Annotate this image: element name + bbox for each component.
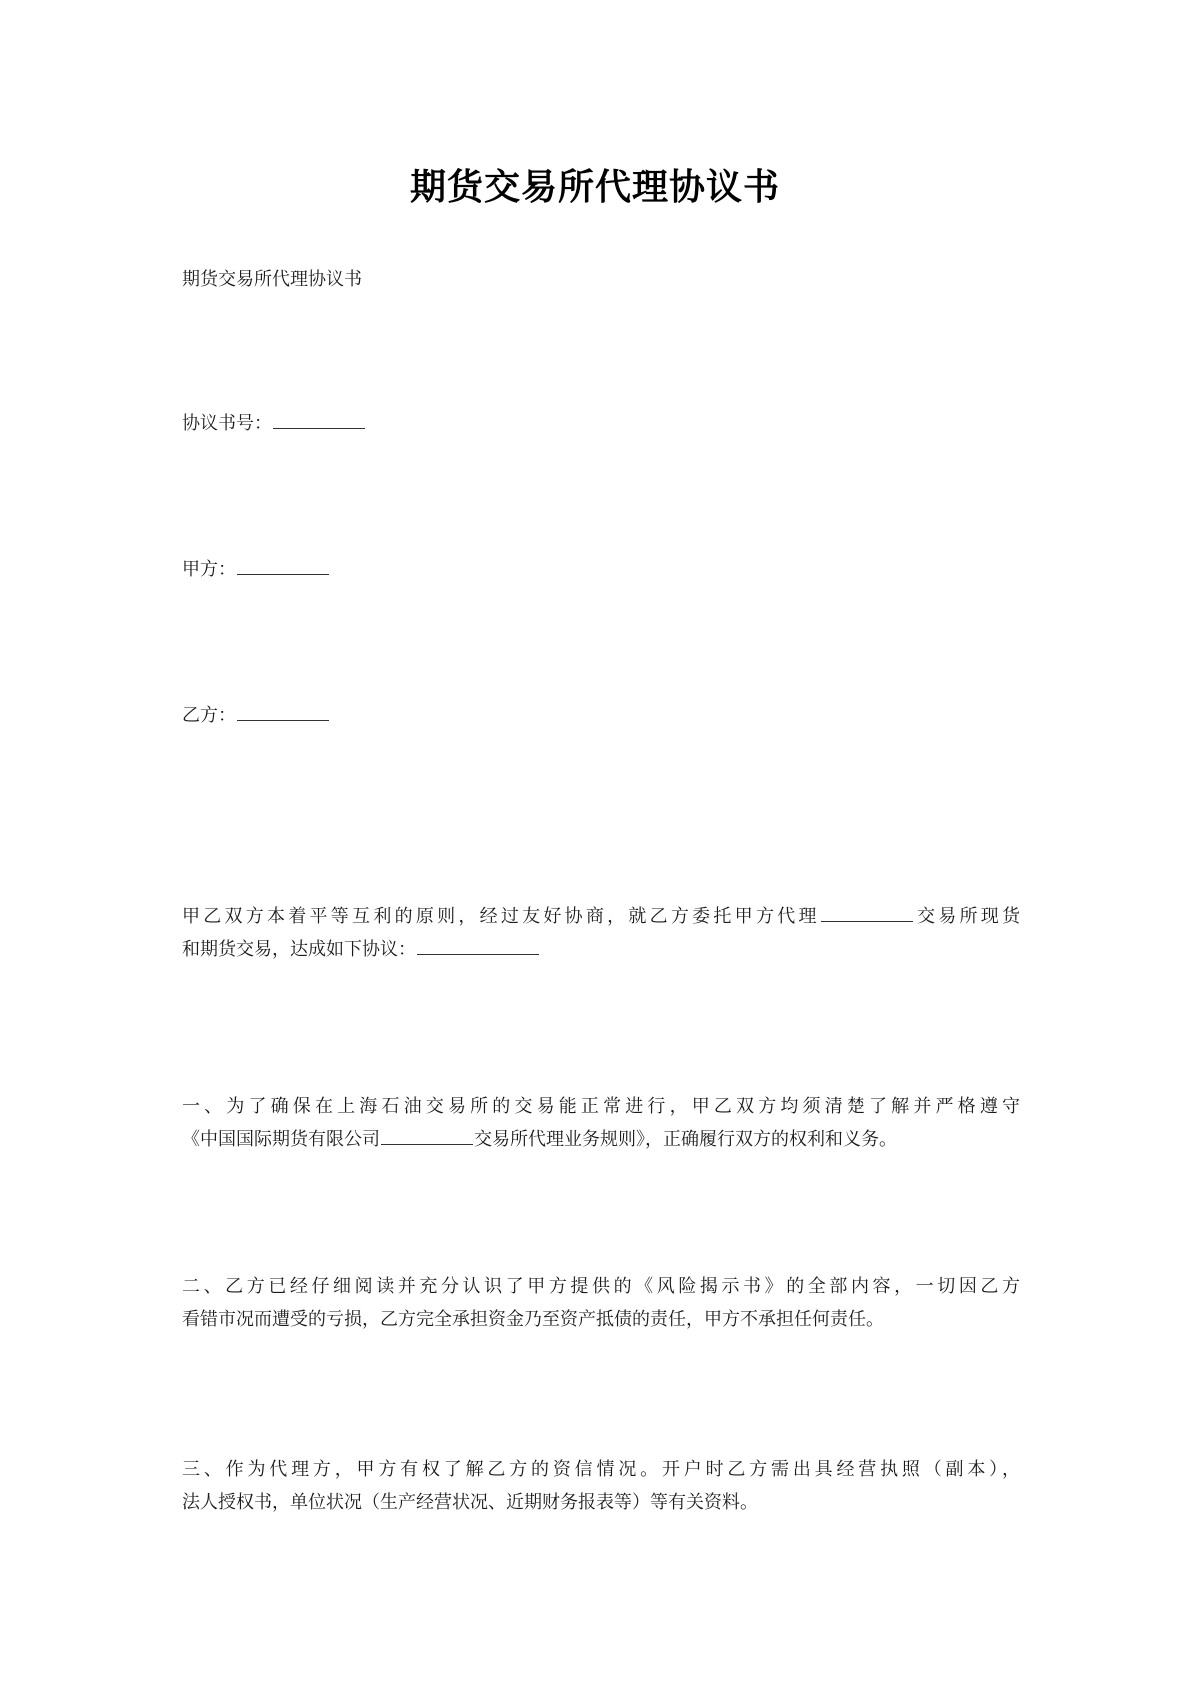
- intro-text-2: 和期货交易，达成如下协议：: [182, 939, 416, 960]
- document-subtitle: 期货交易所代理协议书: [182, 269, 362, 290]
- party-a-blank: [237, 556, 329, 575]
- document-title: 期货交易所代理协议书: [409, 166, 780, 208]
- party-a-line: [182, 553, 1020, 586]
- clause-3-line-1: 三、作为代理方，甲方有权了解乙方的资信情况。开户时乙方需出具经营执照（副本），: [182, 1459, 1020, 1480]
- clause-1-paragraph: [182, 1090, 1020, 1156]
- party-b-label: 乙方：: [182, 705, 236, 726]
- agreement-blank: [417, 936, 539, 955]
- clause-1-line-2: [182, 1123, 1020, 1156]
- agreement-number-label: 协议书号：: [182, 413, 272, 434]
- intro-text-1b: 交易所现货: [913, 906, 1021, 927]
- clause-1-text-2b: 交易所代理业务规则》，正确履行双方的权利和义务。: [474, 1129, 897, 1150]
- clause-3-line-2: 法人授权书，单位状况（生产经营状况、近期财务报表等）等有关资料。: [182, 1492, 758, 1513]
- clause-2-line-1: 二、乙方已经仔细阅读并充分认识了甲方提供的《风险揭示书》的全部内容，一切因乙方: [182, 1276, 1020, 1297]
- intro-text-1a: 甲乙双方本着平等互利的原则，经过友好协商，就乙方委托甲方代理: [182, 906, 820, 927]
- clause-1-line-1: 一、为了确保在上海石油交易所的交易能正常进行，甲乙双方均须清楚了解并严格遵守: [182, 1096, 1020, 1117]
- clause-3-paragraph: [182, 1453, 1020, 1519]
- clause-2-paragraph: [182, 1270, 1020, 1336]
- agreement-number-line: [182, 407, 1020, 440]
- agreement-number-blank: [273, 410, 365, 429]
- exchange-name-blank: [821, 903, 913, 922]
- clause-1-blank: [381, 1126, 473, 1145]
- party-a-label: 甲方：: [182, 559, 236, 580]
- intro-line-1: [182, 900, 1020, 933]
- party-b-line: [182, 699, 1020, 732]
- intro-paragraph: [182, 900, 1020, 966]
- clause-2-line-2: 看错市况而遭受的亏损，乙方完全承担资金乃至资产抵债的责任，甲方不承担任何责任。: [182, 1309, 884, 1330]
- intro-line-2: [182, 933, 1020, 966]
- clause-1-text-2a: 《中国国际期货有限公司: [182, 1129, 380, 1150]
- party-b-blank: [237, 702, 329, 721]
